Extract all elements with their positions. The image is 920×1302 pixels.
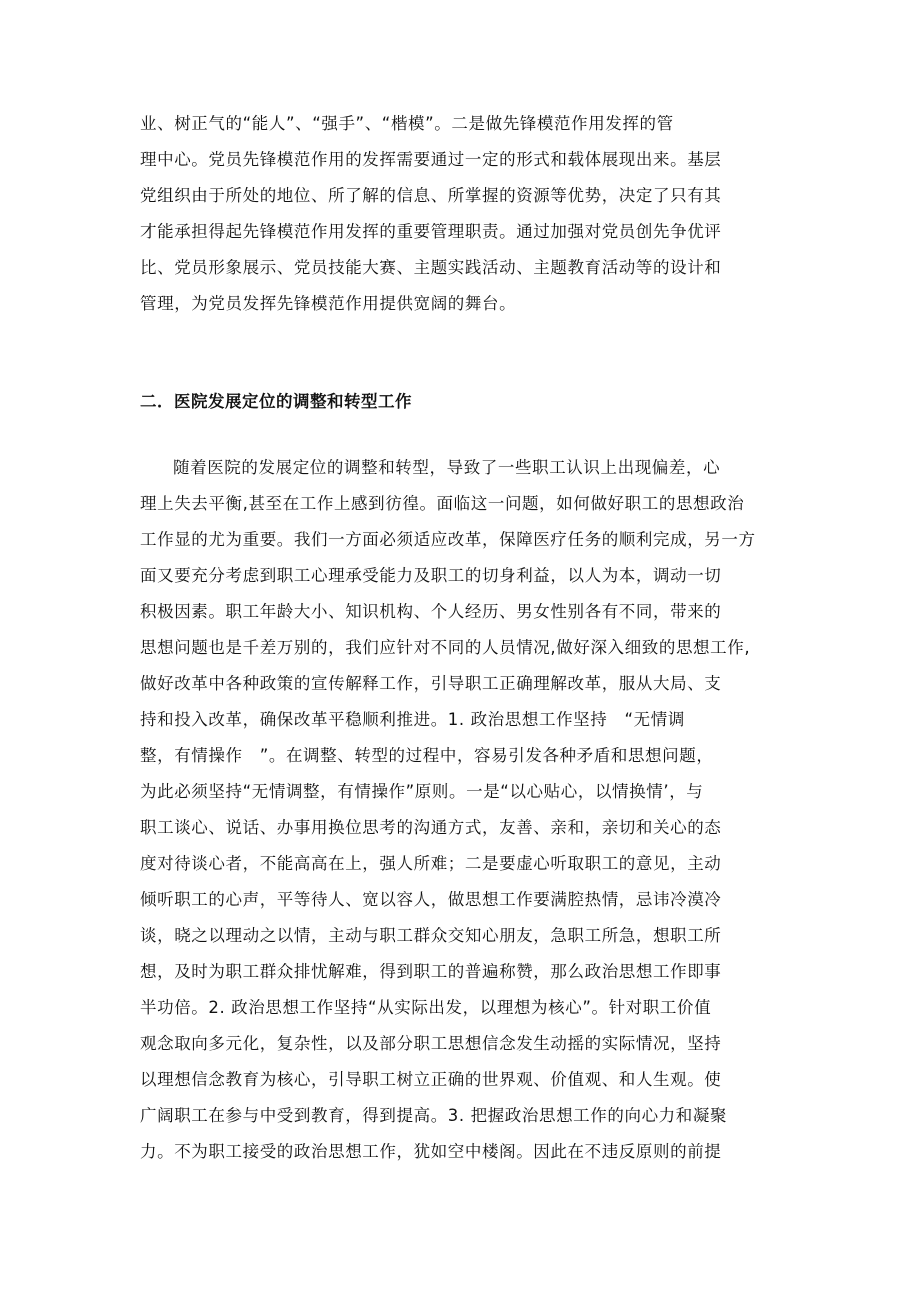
text-line: 理上失去平衡,甚至在工作上感到彷徨。面临这一问题，如何做好职工的思想政治: [140, 494, 745, 513]
text-line: 做好改革中各种政策的宣传解释工作，引导职工正确理解改革，服从大局、支: [140, 674, 722, 693]
text-line: 度对待谈心者，不能高高在上，强人所难；二是要虚心听取职工的意见，主动: [140, 854, 722, 873]
text-line: 比、党员形象展示、党员技能大赛、主题实践活动、主题教育活动等的设计和: [140, 258, 722, 277]
section-body-paragraph: [140, 450, 800, 1170]
text-line: 工作显的尤为重要。我们一方面必须适应改革，保障医疗任务的顺利完成，另一方: [140, 530, 756, 549]
text-line: 谈，晓之以理动之以情，主动与职工群众交知心朋友，急职工所急，想职工所: [140, 926, 722, 945]
text-line: 广阔职工在参与中受到教育，得到提高。3. 把握政治思想工作的向心力和凝聚: [140, 1106, 728, 1125]
text-line: 以理想信念教育为核心，引导职工树立正确的世界观、价值观、和人生观。使: [140, 1070, 722, 1089]
text-line: 为此必须坚持“无情调整，有情操作”原则。一是“以心贴心，以情换情’，与: [140, 782, 704, 801]
text-line: 积极因素。职工年龄大小、知识机构、个人经历、男女性别各有不同，带来的: [140, 602, 722, 621]
text-line: 党组织由于所处的地位、所了解的信息、所掌握的资源等优势，决定了只有其: [140, 186, 722, 205]
text-line: 整，有情操作 ”。在调整、转型的过程中，容易引发各种矛盾和思想问题，: [140, 746, 714, 765]
text-line: 观念取向多元化，复杂性，以及部分职工思想信念发生动摇的实际情况，坚持: [140, 1034, 722, 1053]
text-line: 随着医院的发展定位的调整和转型，导致了一些职工认识上出现偏差，心: [173, 458, 721, 477]
text-line: 力。不为职工接受的政治思想工作，犹如空中楼阁。因此在不违反原则的前提: [140, 1142, 722, 1161]
text-line: 管理，为党员发挥先锋模范作用提供宽阔的舞台。: [140, 294, 517, 313]
text-line: 半功倍。2. 政治思想工作坚持“从实际出发，以理想为核心”。针对职工价值: [140, 998, 712, 1017]
text-line: 倾听职工的心声，平等待人、宽以容人，做思想工作要满腔热情，忌讳冷漠冷: [140, 890, 722, 909]
text-line: 理中心。党员先锋模范作用的发挥需要通过一定的形式和载体展现出来。基层: [140, 150, 722, 169]
text-line: 职工谈心、说话、办事用换位思考的沟通方式，友善、亲和，亲切和关心的态: [140, 818, 722, 837]
section-heading: 二．医院发展定位的调整和转型工作: [140, 392, 412, 411]
paragraph-continuation: [140, 106, 800, 322]
text-line: 才能承担得起先锋模范作用发挥的重要管理职责。通过加强对党员创先争优评: [140, 222, 722, 241]
text-line: 想，及时为职工群众排忧解难，得到职工的普遍称赞，那么政治思想工作即事: [140, 962, 722, 981]
text-line: 持和投入改革，确保改革平稳顺利推进。1. 政治思想工作坚持 “无情调: [140, 710, 685, 729]
text-line: 业、树正气的“能人”、“强手”、“楷模”。二是做先锋模范作用发挥的管: [140, 114, 674, 133]
text-line: 面又要充分考虑到职工心理承受能力及职工的切身利益，以人为本，调动一切: [140, 566, 722, 585]
text-line: 思想问题也是千差万别的，我们应针对不同的人员情况,做好深入细致的思想工作,: [140, 638, 751, 657]
